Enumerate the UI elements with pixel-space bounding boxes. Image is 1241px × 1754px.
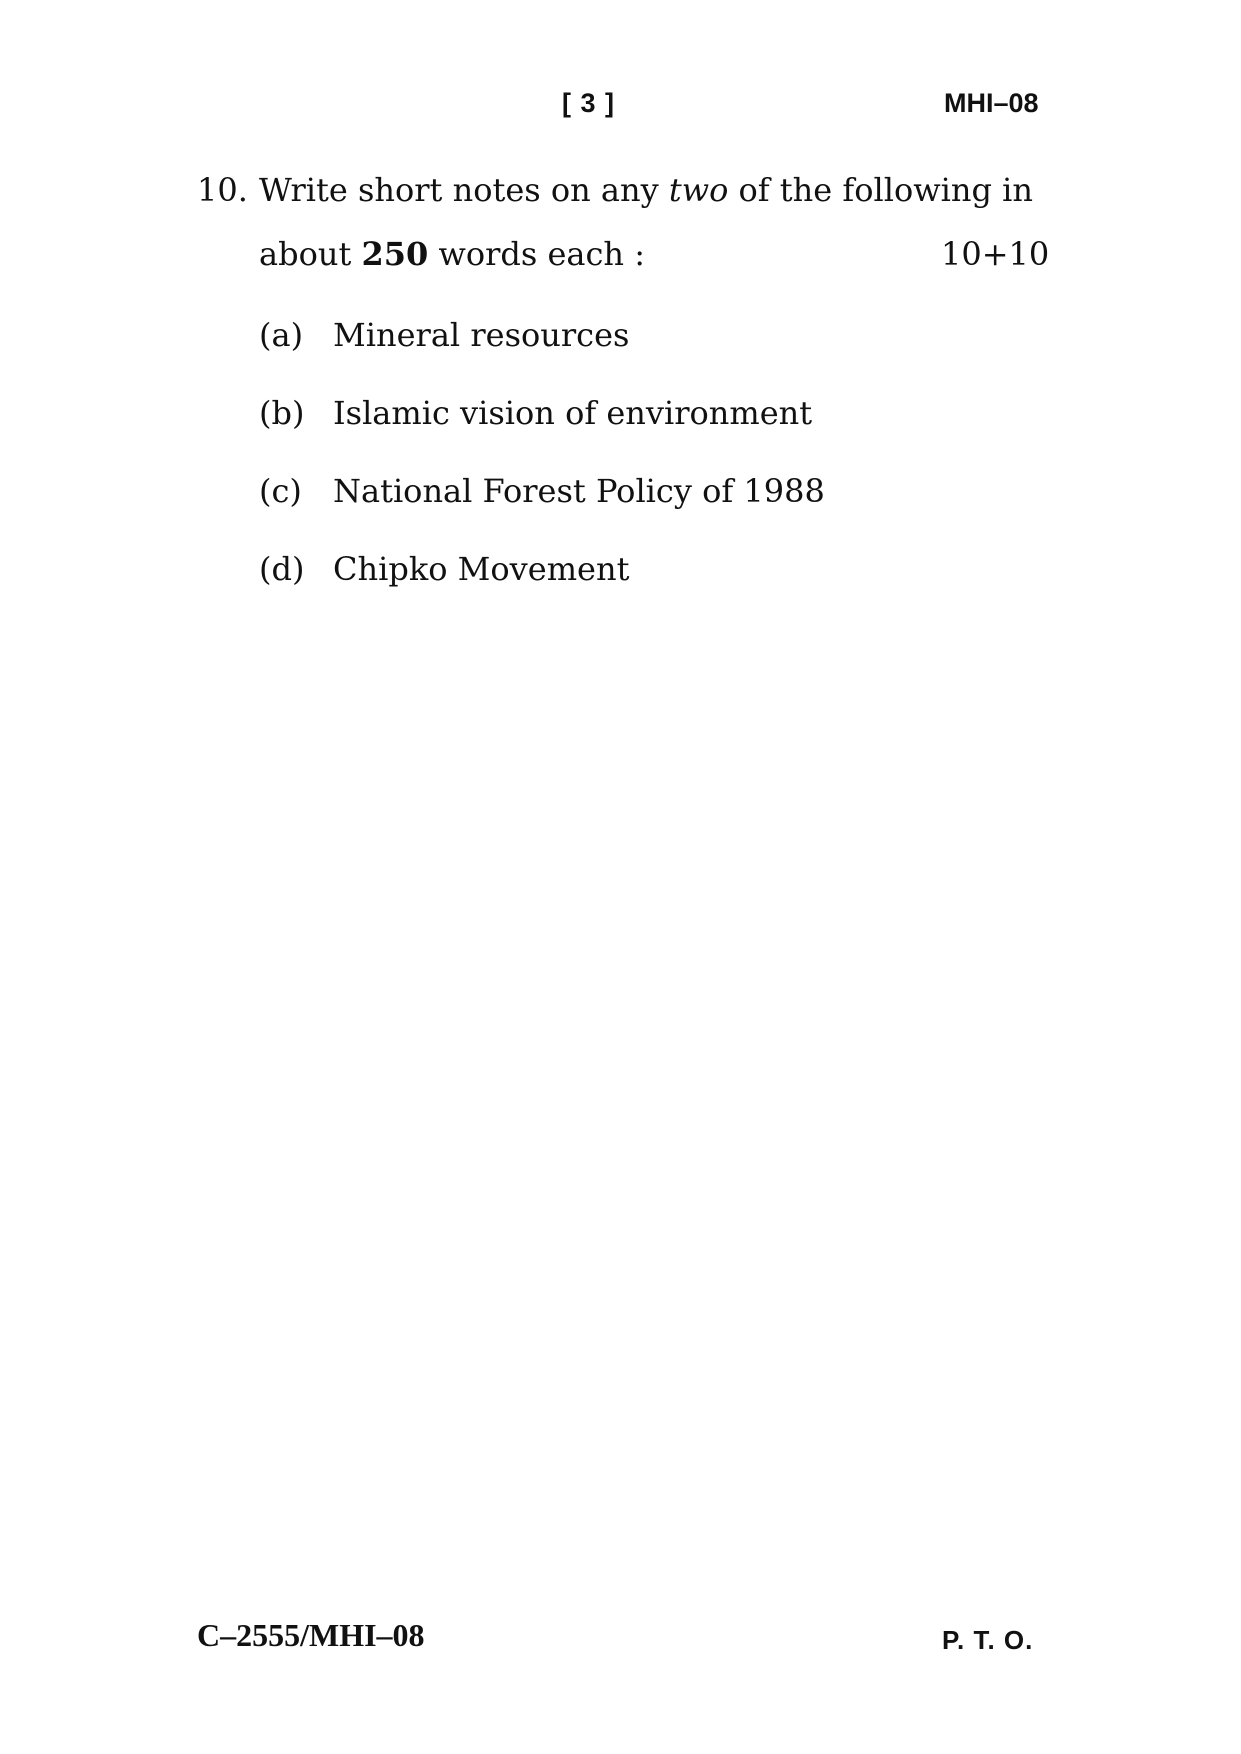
option-letter: (d) [259,550,305,588]
question-number: 10. [197,171,248,209]
question-text-part: words each : [428,235,645,273]
option-text: National Forest Policy of 1988 [333,472,825,510]
question-emphasis: two [668,171,729,209]
word-limit: 250 [361,235,429,273]
option-letter: (c) [259,472,302,510]
option-text: Islamic vision of environment [333,394,813,432]
question-text-part: Write short notes on any [259,171,669,209]
pto-label: P. T. O. [942,1625,1034,1655]
question-text-line2 [259,222,645,286]
question-text-line1 [259,158,1033,222]
paper-code: MHI–08 [944,88,1039,118]
question-text-part: of the following in [728,171,1033,209]
option-text: Mineral resources [333,316,630,354]
footer-paper-code: C–2555/MHI–08 [197,1617,425,1653]
option-letter: (b) [259,394,305,432]
question-text-part: about [259,235,362,273]
option-text: Chipko Movement [333,550,630,588]
option-letter: (a) [259,316,304,354]
question-marks: 10+10 [941,235,1050,273]
page-number: [ 3 ] [562,88,616,118]
